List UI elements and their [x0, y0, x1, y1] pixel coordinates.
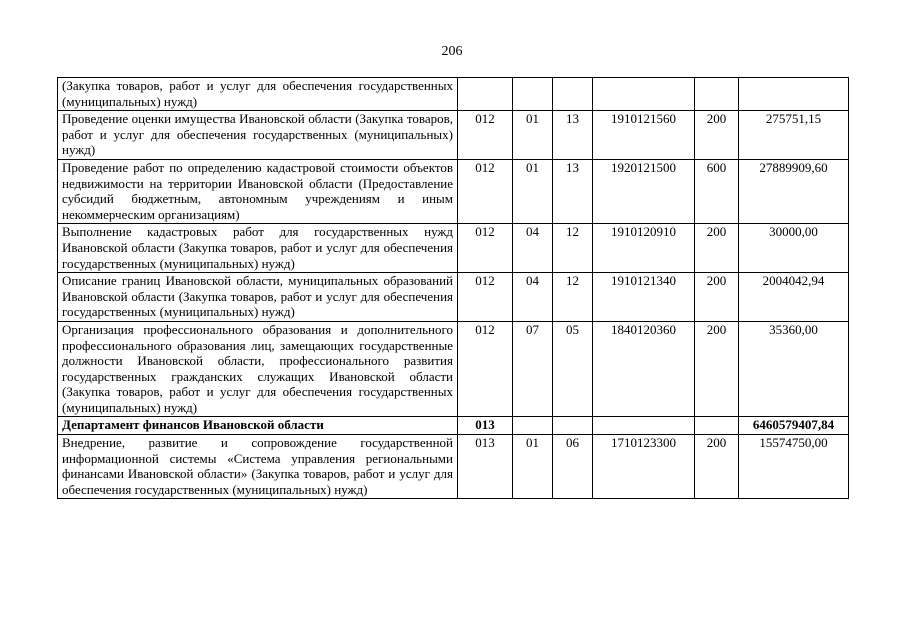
ministry-code: 012 [458, 159, 513, 223]
section-code: 01 [513, 111, 553, 160]
row-description: (Закупка товаров, работ и услуг для обеспечения государственных (муниципальных) нужд) [58, 78, 458, 111]
target-article-code [593, 78, 695, 111]
expense-type-code [695, 417, 739, 435]
section-code: 01 [513, 159, 553, 223]
table-row [58, 78, 849, 111]
table-row [58, 435, 849, 499]
amount: 2004042,94 [739, 273, 849, 322]
subsection-code [553, 78, 593, 111]
target-article-code [593, 417, 695, 435]
row-description: Внедрение, развитие и сопровождение государственной информационной системы «Система управления региональными финансами Ивановской области» (Закупка товаров, работ и услуг для обеспечения государственных (муниципальных) нужд) [58, 435, 458, 499]
subsection-code: 13 [553, 111, 593, 160]
table-row [58, 321, 849, 417]
section-code: 07 [513, 321, 553, 417]
ministry-code: 012 [458, 273, 513, 322]
amount: 15574750,00 [739, 435, 849, 499]
subsection-code: 06 [553, 435, 593, 499]
budget-table [57, 77, 849, 499]
target-article-code: 1710123300 [593, 435, 695, 499]
page-number: 206 [441, 44, 463, 59]
section-code [513, 417, 553, 435]
subsection-code: 13 [553, 159, 593, 223]
section-code: 04 [513, 224, 553, 273]
ministry-code [458, 78, 513, 111]
section-code [513, 78, 553, 111]
table-row [58, 111, 849, 160]
expense-type-code: 600 [695, 159, 739, 223]
row-description: Выполнение кадастровых работ для государственных нужд Ивановской области (Закупка товаров, работ и услуг для обеспечения государственных (муниципальных) нужд) [58, 224, 458, 273]
target-article-code: 1910120910 [593, 224, 695, 273]
section-code: 04 [513, 273, 553, 322]
amount: 30000,00 [739, 224, 849, 273]
row-description: Проведение работ по определению кадастровой стоимости объектов недвижимости на территории Ивановской области (Предоставление субсидий бюджетным, автономным учреждениям и иным некоммерческим организациям) [58, 159, 458, 223]
amount: 35360,00 [739, 321, 849, 417]
subsection-code [553, 417, 593, 435]
amount: 275751,15 [739, 111, 849, 160]
ministry-code: 013 [458, 417, 513, 435]
table-row [58, 417, 849, 435]
subsection-code: 12 [553, 273, 593, 322]
budget-table-body [58, 78, 849, 499]
table-row [58, 273, 849, 322]
ministry-code: 013 [458, 435, 513, 499]
table-row [58, 159, 849, 223]
expense-type-code: 200 [695, 273, 739, 322]
target-article-code: 1910121340 [593, 273, 695, 322]
expense-type-code: 200 [695, 111, 739, 160]
target-article-code: 1910121560 [593, 111, 695, 160]
section-code: 01 [513, 435, 553, 499]
expense-type-code: 200 [695, 224, 739, 273]
amount: 27889909,60 [739, 159, 849, 223]
expense-type-code [695, 78, 739, 111]
ministry-code: 012 [458, 321, 513, 417]
target-article-code: 1920121500 [593, 159, 695, 223]
expense-type-code: 200 [695, 321, 739, 417]
ministry-code: 012 [458, 224, 513, 273]
row-description: Департамент финансов Ивановской области [58, 417, 458, 435]
row-description: Описание границ Ивановской области, муниципальных образований Ивановской области (Закупка товаров, работ и услуг для обеспечения государственных (муниципальных) нужд) [58, 273, 458, 322]
expense-type-code: 200 [695, 435, 739, 499]
ministry-code: 012 [458, 111, 513, 160]
amount [739, 78, 849, 111]
table-row [58, 224, 849, 273]
row-description: Проведение оценки имущества Ивановской области (Закупка товаров, работ и услуг для обеспечения государственных (муниципальных) нужд) [58, 111, 458, 160]
subsection-code: 05 [553, 321, 593, 417]
subsection-code: 12 [553, 224, 593, 273]
row-description: Организация профессионального образования и дополнительного профессионального образования лиц, замещающих государственные должности Ивановской области, профессионального развития государственных гражданских служащих Ивановской области (Закупка товаров, работ и услуг для обеспечения государственных (муниципальных) нужд) [58, 321, 458, 417]
target-article-code: 1840120360 [593, 321, 695, 417]
amount: 6460579407,84 [739, 417, 849, 435]
